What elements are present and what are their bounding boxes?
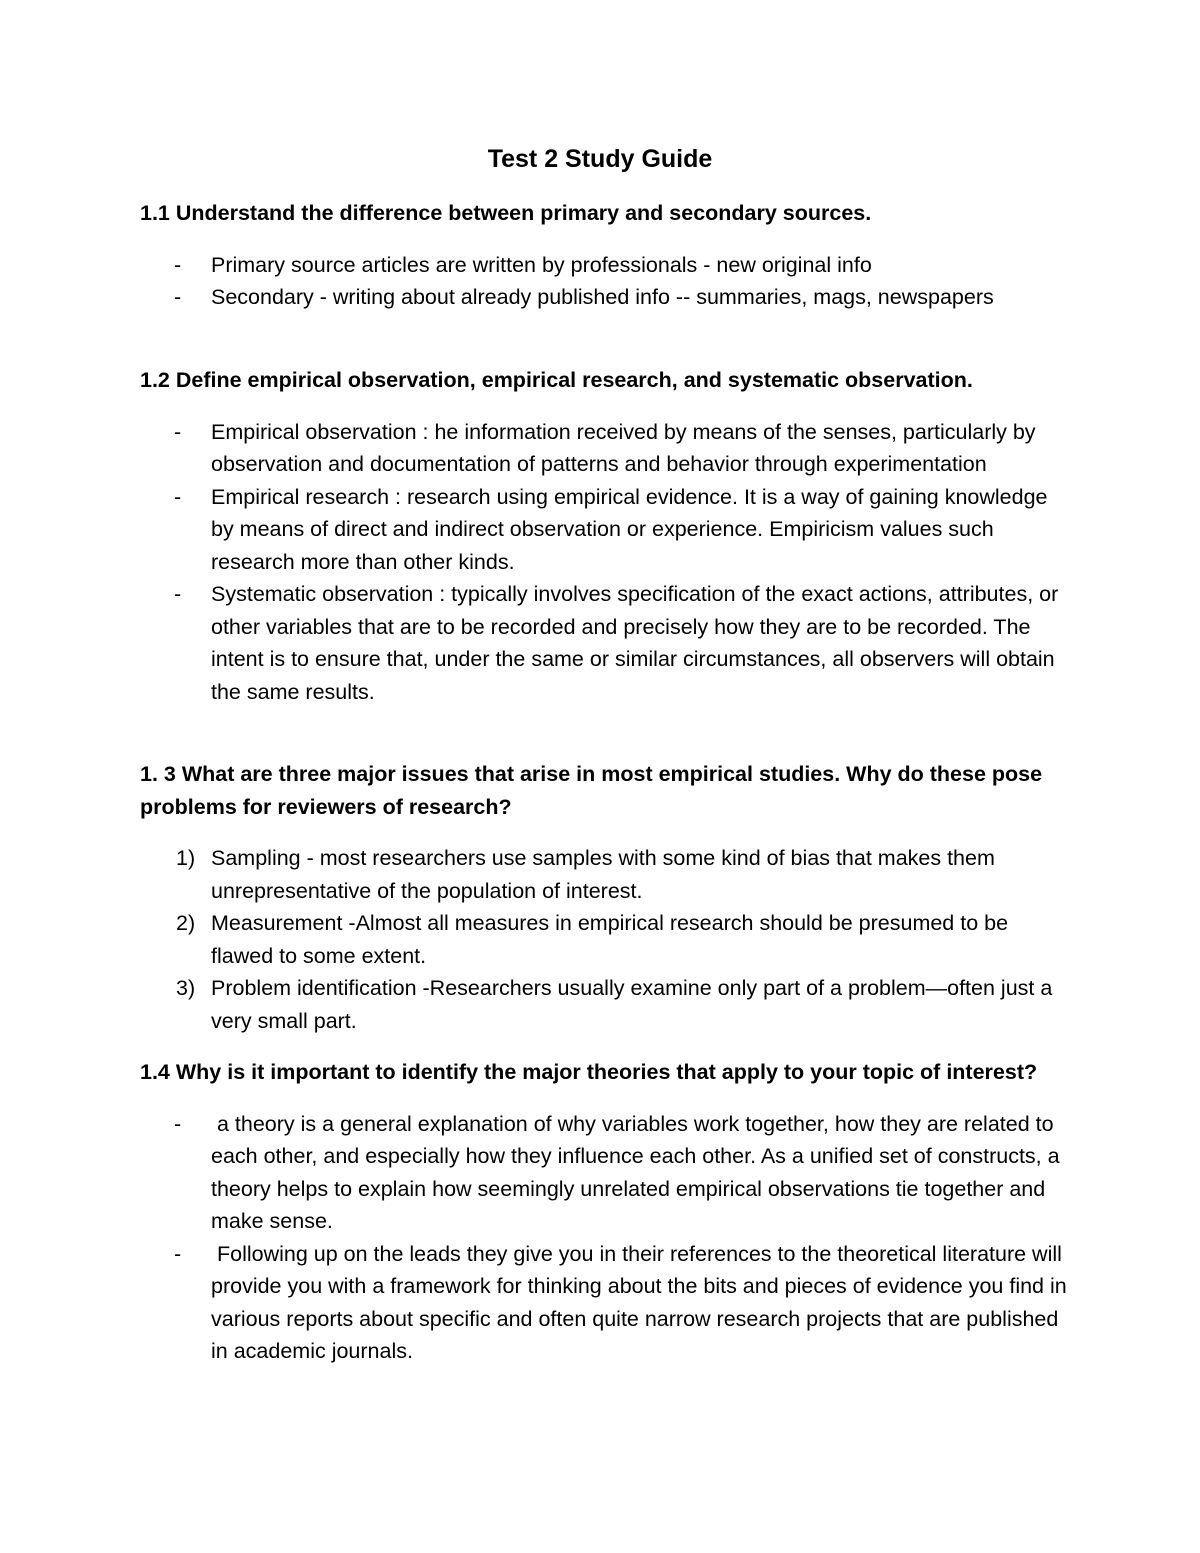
list-item-text: a theory is a general explanation of why variables work together, how they are related to each other, and especially how they influence each other. As a unified set of constructs, a theory helps to explain how seemingly unrelated empirical observations tie together and make sense. <box>211 1111 1060 1233</box>
bullet-marker: - <box>174 252 182 277</box>
section-1-1 <box>140 197 1070 314</box>
list-item-text: Problem identification -Researchers usually examine only part of a problem—often just a very small part. <box>211 976 1053 1033</box>
list-item <box>140 249 1070 282</box>
bullet-list <box>140 1108 1070 1368</box>
bullet-list <box>140 249 1070 314</box>
list-item-text: Empirical research : research using empirical evidence. It is a way of gaining knowledge by means of direct and indirect observation or experience. Empiricism values such research more than other kinds. <box>211 484 1048 574</box>
section-heading: 1.2 Define empirical observation, empirical research, and systematic observation. <box>140 368 973 392</box>
list-item-text: Primary source articles are written by professionals - new original info <box>211 252 872 277</box>
list-item <box>140 1108 1070 1238</box>
list-item <box>140 281 1070 314</box>
list-item <box>140 578 1070 708</box>
bullet-marker: - <box>174 484 182 509</box>
list-item <box>140 842 1070 907</box>
list-item-text: Measurement -Almost all measures in empirical research should be presumed to be flawed to some extent. <box>211 911 1009 968</box>
section-1-2 <box>140 364 1070 708</box>
list-item <box>140 1238 1070 1368</box>
list-item <box>140 481 1070 579</box>
bullet-marker: - <box>174 419 182 444</box>
list-item-text: Sampling - most researchers use samples with some kind of bias that makes them unrepresentative of the population of interest. <box>211 846 995 903</box>
section-heading: 1. 3 What are three major issues that arise in most empirical studies. Why do these pose problems for reviewers of research? <box>140 762 1043 819</box>
document-title: Test 2 Study Guide <box>487 145 713 173</box>
number-marker: 2) <box>176 911 196 935</box>
list-item <box>140 416 1070 481</box>
section-1-4 <box>140 1056 1070 1368</box>
list-item-text: Following up on the leads they give you in their references to the theoretical literature will provide you with a framework for thinking about the bits and pieces of evidence you find in various reports about specific and often quite narrow research projects that are published in academic journals. <box>211 1241 1067 1363</box>
bullet-list <box>140 416 1070 709</box>
bullet-marker: - <box>174 1111 182 1136</box>
numbered-list <box>140 842 1070 1037</box>
bullet-marker: - <box>174 582 182 606</box>
number-marker: 1) <box>176 846 196 870</box>
section-1-3 <box>140 758 1070 1037</box>
bullet-marker: - <box>174 1241 182 1266</box>
list-item-text: Secondary - writing about already published info -- summaries, mags, newspapers <box>211 285 994 309</box>
bullet-marker: - <box>174 285 182 309</box>
list-item-text: Empirical observation : he information received by means of the senses, particularly by observation and documentation of patterns and behavior through experimentation <box>211 419 1036 476</box>
section-heading: 1.4 Why is it important to identify the major theories that apply to your topic of interest? <box>140 1060 1038 1084</box>
list-item <box>140 907 1070 972</box>
section-heading: 1.1 Understand the difference between primary and secondary sources. <box>140 201 872 225</box>
number-marker: 3) <box>176 976 196 1000</box>
list-item <box>140 972 1070 1037</box>
list-item-text: Systematic observation : typically involves specification of the exact actions, attributes, or other variables that are to be recorded and precisely how they are to be recorded. The intent is to ensure that, under the same or similar circumstances, all observers will obtain the same results. <box>211 582 1059 704</box>
